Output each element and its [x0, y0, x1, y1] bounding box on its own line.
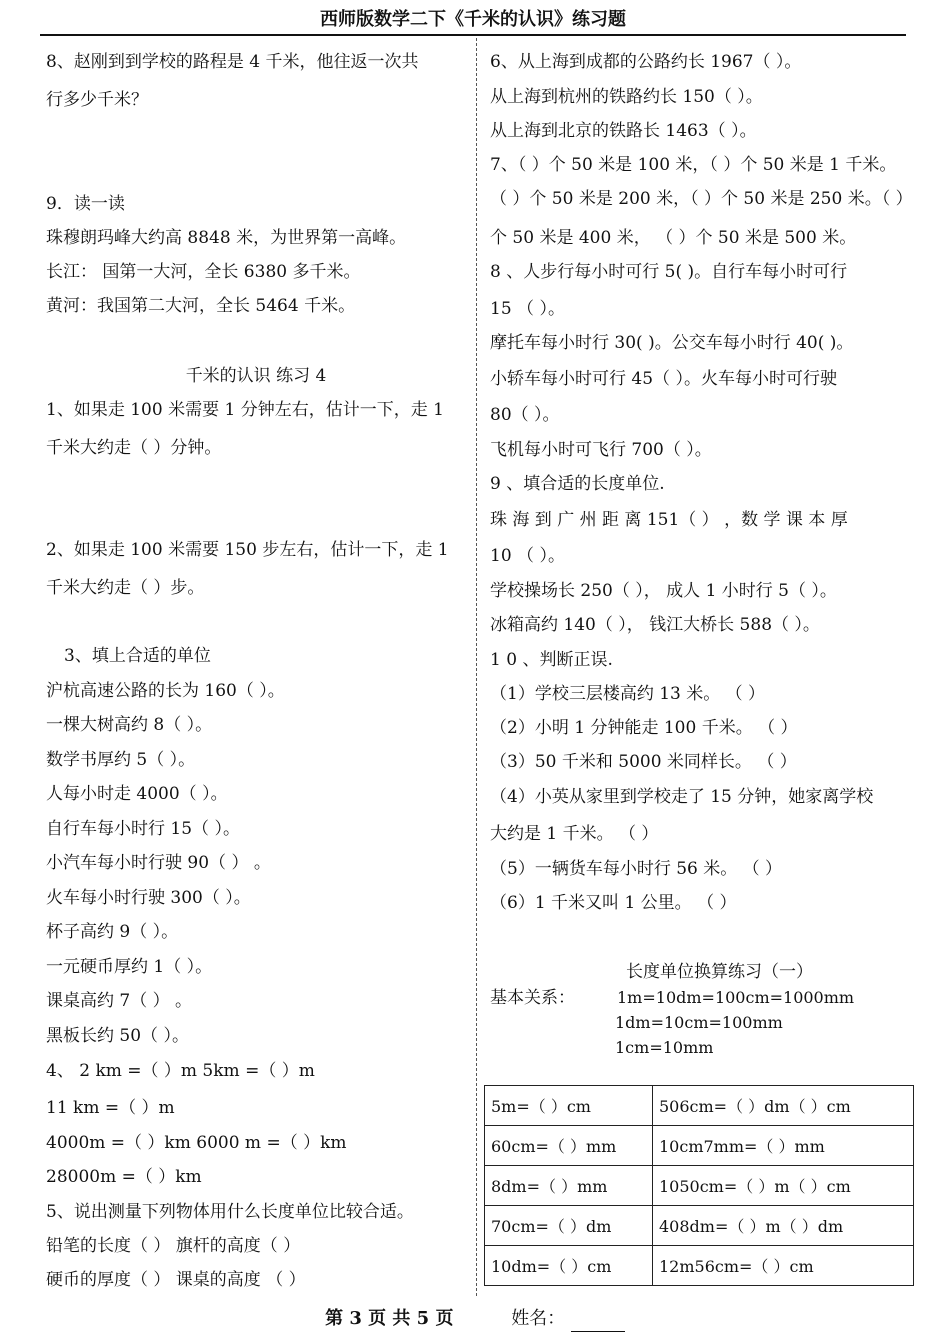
p1-line-2: 千米大约走（ ）分钟。: [46, 438, 222, 458]
table-cell: 408dm=（ ）m（ ）dm: [653, 1206, 914, 1246]
p3-item: 沪杭高速公路的长为 160（ ）。: [46, 681, 285, 701]
basic-relation-3: 1cm=10mm: [615, 1038, 714, 1057]
q8-line: 80（ ）。: [490, 405, 560, 425]
p3-item: 杯子高约 9（ ）。: [46, 922, 179, 942]
q10-item: （4）小英从家里到学校走了 15 分钟，她家离学校: [490, 787, 874, 807]
q8-line: 飞机每小时可飞行 700（ ）。: [490, 440, 712, 460]
p1-line-1: 1、如果走 100 米需要 1 分钟左右，估计一下，走 1: [46, 400, 444, 420]
q7-line: （ ）个 50 米是 200 米，（ ）个 50 米是 250 米。（ ）: [490, 189, 913, 209]
q7-line: 个 50 米是 400 米， （ ）个 50 米是 500 米。: [490, 228, 857, 248]
q9-line: 10 （ ）。: [490, 546, 565, 566]
p3-item: 自行车每小时行 15（ ）。: [46, 819, 240, 839]
p3-item: 数学书厚约 5（ ）。: [46, 750, 196, 770]
q9-line-3: 黄河：我国第二大河，全长 5464 千米。: [46, 296, 356, 316]
q9-title: 9．读一读: [46, 194, 125, 214]
p3-item: 黑板长约 50（ ）。: [46, 1026, 189, 1046]
table-cell: 10dm=（ ）cm: [485, 1246, 653, 1286]
table-cell: 1050cm=（ ）m（ ）cm: [653, 1166, 914, 1206]
table-row: [485, 1126, 914, 1166]
table-cell: 12m56cm=（ ）cm: [653, 1246, 914, 1286]
q9-line-2: 长江： 国第一大河，全长 6380 多千米。: [46, 262, 361, 282]
q8-line: 8 、人步行每小时可行 5( )。自行车每小时可行: [490, 262, 848, 282]
basic-label: 基本关系：: [490, 988, 575, 1008]
p3-title: 3、填上合适的单位: [64, 646, 211, 666]
table-cell: 10cm7mm=（ ）mm: [653, 1126, 914, 1166]
q6-line: 从上海到杭州的铁路约长 150（ ）。: [490, 87, 763, 107]
q8-line: 小轿车每小时可行 45（ ）。火车每小时可行驶: [490, 369, 837, 389]
page-header: 西师版数学二下《千米的认识》练习题: [40, 6, 906, 36]
p5-item: 硬币的厚度（ ） 课桌的高度 （ ）: [46, 1270, 306, 1290]
q6-line: 6、从上海到成都的公路约长 1967（ ）。: [490, 52, 802, 72]
table-row: [485, 1246, 914, 1286]
q10-item: （6）1 千米又叫 1 公里。 （ ）: [490, 893, 737, 913]
column-divider: [476, 38, 477, 1296]
q8-line-1: 8、赵刚到到学校的路程是 4 千米，他往返一次共: [46, 52, 419, 72]
p3-item: 小汽车每小时行驶 90（ ） 。: [46, 853, 271, 873]
p2-line-2: 千米大约走（ ）步。: [46, 578, 205, 598]
q9-line: 学校操场长 250（ ）， 成人 1 小时行 5（ ）。: [490, 581, 837, 601]
q8-line: 15 （ ）。: [490, 299, 565, 319]
table-row: [485, 1086, 914, 1126]
p3-item: 人每小时走 4000（ ）。: [46, 784, 228, 804]
q7-line: 7、（ ）个 50 米是 100 米，（ ）个 50 米是 1 千米。: [490, 155, 897, 175]
q10-item: 大约是 1 千米。 （ ）: [490, 824, 659, 844]
name-label: 姓名：: [511, 1308, 566, 1329]
p4-line: 4、 2 km =（ ）m 5km =（ ）m: [46, 1061, 315, 1081]
p3-item: 课桌高约 7（ ） 。: [46, 991, 193, 1011]
p5-item: 铅笔的长度（ ） 旗杆的高度（ ）: [46, 1236, 301, 1256]
q8-line-2: 行多少千米？: [46, 90, 148, 110]
p4-line: 11 km =（ ）m: [46, 1098, 175, 1118]
p4-line: 28000m =（ ）km: [46, 1167, 202, 1187]
table-cell: 60cm=（ ）mm: [485, 1126, 653, 1166]
table-cell: 70cm=（ ）dm: [485, 1206, 653, 1246]
table-cell: 8dm=（ ）mm: [485, 1166, 653, 1206]
q10-item: （2）小明 1 分钟能走 100 千米。 （ ）: [490, 718, 798, 738]
table-row: [485, 1206, 914, 1246]
p5-title: 5、说出测量下列物体用什么长度单位比较合适。: [46, 1202, 414, 1222]
conv-title: 长度单位换算练习（一）: [626, 962, 813, 982]
basic-relation-2: 1dm=10cm=100mm: [615, 1013, 783, 1032]
q8-line: 摩托车每小时行 30( )。公交车每小时行 40( )。: [490, 333, 854, 353]
q9-line: 9 、填合适的长度单位.: [490, 474, 665, 494]
table-row: [485, 1166, 914, 1206]
p3-item: 火车每小时行驶 300（ ）。: [46, 888, 251, 908]
q10-item: （5）一辆货车每小时行 56 米。 （ ）: [490, 859, 783, 879]
q10-title: 1 0 、判断正误.: [490, 650, 613, 670]
q9-line: 冰箱高约 140（ ）， 钱江大桥长 588（ ）。: [490, 615, 820, 635]
page-footer: [0, 1306, 950, 1332]
q10-item: （1）学校三层楼高约 13 米。 （ ）: [490, 684, 766, 704]
conversion-table: [484, 1085, 914, 1286]
basic-relation-1: 1m=10dm=100cm=1000mm: [617, 988, 855, 1007]
table-cell: 5m=（ ）cm: [485, 1086, 653, 1126]
p3-item: 一棵大树高约 8（ ）。: [46, 715, 213, 735]
q9-line: 珠 海 到 广 州 距 离 151（ ） ，数 学 课 本 厚: [490, 510, 848, 530]
q10-item: （3）50 千米和 5000 米同样长。 （ ）: [490, 752, 797, 772]
page-number: 第 3 页 共 5 页: [325, 1308, 454, 1329]
practice4-title: 千米的认识 练习 4: [185, 366, 327, 386]
p3-item: 一元硬币厚约 1（ ）。: [46, 957, 213, 977]
name-blank[interactable]: [571, 1313, 625, 1332]
table-cell: 506cm=（ ）dm（ ）cm: [653, 1086, 914, 1126]
q9-line-1: 珠穆朗玛峰大约高 8848 米，为世界第一高峰。: [46, 228, 407, 248]
q6-line: 从上海到北京的铁路长 1463（ ）。: [490, 121, 757, 141]
p4-line: 4000m =（ ）km 6000 m =（ ）km: [46, 1133, 347, 1153]
p2-line-1: 2、如果走 100 米需要 150 步左右，估计一下，走 1: [46, 540, 449, 560]
